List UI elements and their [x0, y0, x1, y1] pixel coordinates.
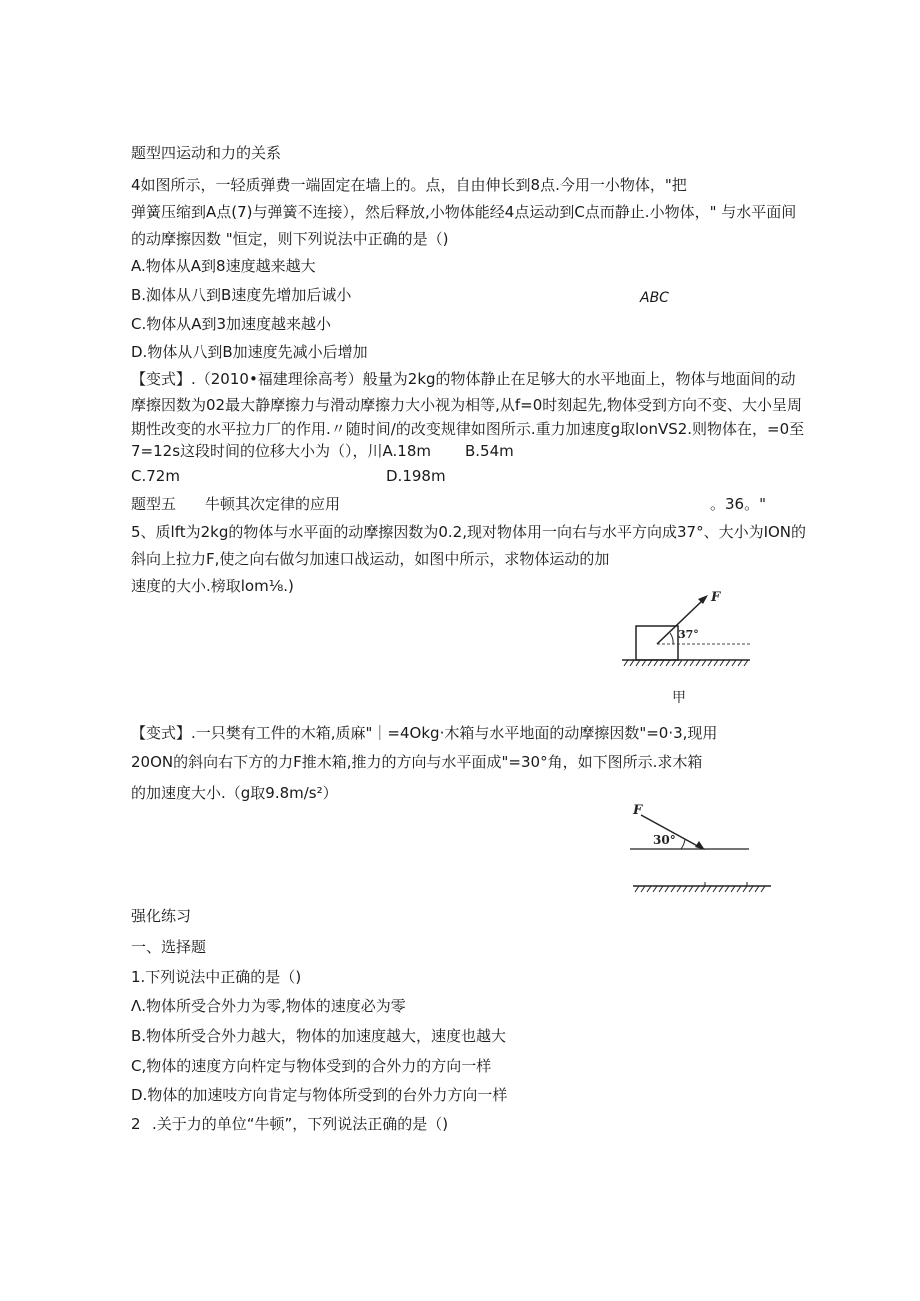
variant2-line2: 20ON的斜向右下方的力F推木箱,推力的方向与水平面成"=30°角，如下图所示.求木箱 — [131, 753, 703, 771]
section5-title: 题型五 — [131, 495, 177, 513]
q4-figure-label: ABC — [640, 290, 669, 306]
practice-q1-option-a: Λ.物体所受合外力为零,物体的速度必为零 — [131, 997, 406, 1015]
q4-line3: 的动摩擦因数 "恒定，则下列说法中正确的是（) — [131, 230, 449, 248]
section5-right-note: 。36。" — [710, 495, 766, 513]
variant1-line1: 【变式】.（2010•福建理徐高考）般量为2kg的物体静止在足够大的水平地面上，物体与地面间的动 — [131, 370, 796, 388]
figure-crate-pushed-30 — [625, 800, 785, 900]
q4-option-b: B.洳体从八到B速度先增加后诚小 — [131, 286, 352, 304]
variant2-line1: 【变式】.一只樊有工件的木箱,质麻"｜=4Okg·木箱与水平地面的动摩擦因数"=0·3,现用 — [131, 724, 718, 742]
figure1-caption: 甲 — [672, 690, 686, 706]
variant2-line3: 的加速度大小.（g取9.8m∕s²） — [131, 784, 338, 802]
q5-line2: 斜向上拉力F,使之向右做匀加速口战运动，如图中所示，求物体运动的加 — [131, 550, 610, 568]
angle-label: 37° — [678, 628, 699, 641]
q4-option-a: A.物体从A到8速度越来越大 — [131, 257, 316, 275]
section4-title: 题型四运动和力的关系 — [131, 144, 282, 162]
practice-q2: .关于力的单位“牛顿”，下列说法正确的是（) — [152, 1115, 449, 1133]
ground-hatching — [622, 660, 750, 666]
q4-option-c: C.物体从A到3加速度越来越小 — [131, 315, 332, 333]
practice-q1: 1.下列说法中正确的是（) — [131, 968, 302, 986]
variant1-option-b: B.54m — [465, 442, 514, 460]
section5-subtitle: 牛顿其次定律的应用 — [205, 495, 341, 513]
variant1-option-c: C.72m — [131, 467, 180, 485]
practice-subtitle: 一、选择题 — [131, 938, 207, 956]
practice-title: 强化练习 — [131, 907, 192, 925]
q4-option-d: D.物体从八到B加速度先减小后增加 — [131, 343, 368, 361]
figure-block-pulled-37 — [610, 580, 770, 675]
force-label-f: F — [711, 590, 721, 605]
variant1-option-d: D.198m — [386, 467, 446, 485]
q5-line3: 速度的大小.榜取lom⅛.) — [131, 577, 294, 595]
variant1-line3: 期性改变的水平拉力厂的作用.〃随时间/的改变规律如图所示.重力加速度g取lonVS2.则物体在，=0至 — [131, 420, 805, 438]
angle-label: 30° — [653, 833, 676, 847]
q4-line1: 4如图所示，一轻质弹费一端固定在墙上的。点，自由伸长到8点.今用一小物体，"把 — [131, 176, 687, 194]
variant1-line2: 摩擦因数为02最大静摩擦力与滑动摩擦力大小视为相等,从f=0时刻起先,物体受到方向不变、大小呈周 — [131, 396, 803, 414]
q5-line1: 5、质lft为2kg的物体与水平面的动摩擦因数为0.2,现对物体用一向右与水平方向成37°、大小为ION的 — [131, 523, 807, 541]
practice-q1-option-d: D.物体的加速吱方向肯定与物体所受到的台外力方向一样 — [131, 1086, 508, 1104]
practice-q1-option-c: C,物体的速度方向杵定与物体受到的合外力的方向一样 — [131, 1057, 492, 1075]
practice-q1-option-b: B.物体所受合外力越大，物体的加速度越大，速度也越大 — [131, 1027, 507, 1045]
variant1-line4: 7=12s这段时间的位移大小为（），川A.18m — [131, 442, 431, 460]
ground-hatching — [633, 882, 771, 892]
q4-line2: 弹簧压缩到A点(7)与弹簧不连接），然后释放,小物体能经4点运动到C点而静止.小物体，" 与水平面间 — [131, 203, 797, 221]
force-label-f: F — [633, 803, 643, 818]
practice-q2-number: 2 — [131, 1115, 141, 1133]
